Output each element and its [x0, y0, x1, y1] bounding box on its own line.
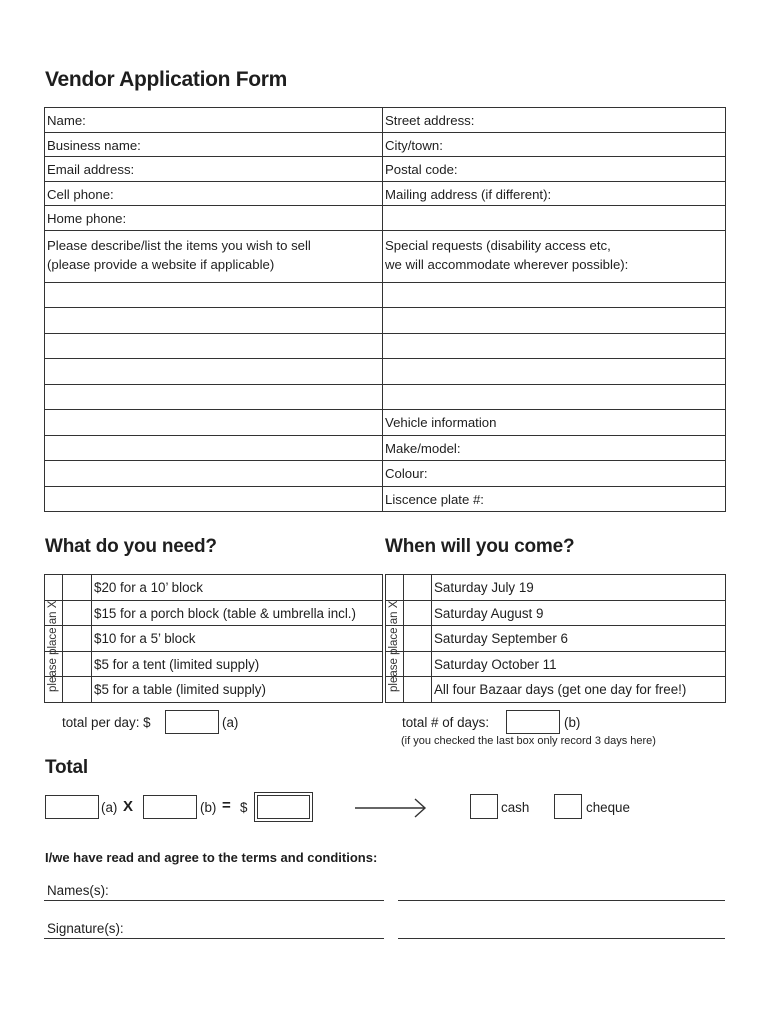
- need-option-row: [45, 677, 383, 703]
- items-line[interactable]: [45, 359, 383, 385]
- requests-line[interactable]: [383, 334, 726, 360]
- form-title: Vendor Application Form: [45, 68, 288, 91]
- grid-row: [45, 182, 726, 207]
- cash-checkbox[interactable]: [470, 794, 498, 819]
- grid-row: [45, 436, 726, 462]
- postal-code-field[interactable]: Postal code:: [383, 157, 726, 182]
- total-days-b-label: (b): [564, 715, 581, 730]
- cheque-label: cheque: [586, 800, 630, 815]
- total-days-input[interactable]: [506, 710, 560, 734]
- business-name-field[interactable]: Business name:: [45, 133, 383, 158]
- need-option-label: $10 for a 5’ block: [92, 626, 383, 652]
- total-days-note: (if you checked the last box only record 3 days here): [401, 735, 656, 747]
- grid-row: [45, 133, 726, 158]
- city-town-field[interactable]: City/town:: [383, 133, 726, 158]
- grid-row: [45, 231, 726, 283]
- need-option-label: $15 for a porch block (table & umbrella incl.): [92, 601, 383, 627]
- need-option-row: [45, 601, 383, 627]
- grid-row: [45, 385, 726, 411]
- come-place-x-label: please place an X: [388, 600, 400, 692]
- items-line[interactable]: [45, 385, 383, 411]
- grand-total-input[interactable]: [254, 792, 313, 822]
- need-option-row: [45, 652, 383, 678]
- colour-field[interactable]: Colour:: [383, 461, 726, 487]
- agreement-statement: I/we have read and agree to the terms and conditions:: [45, 850, 378, 865]
- total-per-day-input[interactable]: [165, 710, 219, 734]
- grid-row: [45, 334, 726, 360]
- items-line[interactable]: [45, 461, 383, 487]
- items-description-label: Please describe/list the items you wish to sell: [47, 237, 311, 253]
- requests-line[interactable]: [383, 283, 726, 309]
- come-option-row: [386, 652, 726, 678]
- come-option-label: Saturday October 11: [432, 652, 726, 678]
- cheque-checkbox[interactable]: [554, 794, 582, 819]
- what-do-you-need-heading: What do you need?: [45, 536, 217, 557]
- grid-row: [45, 461, 726, 487]
- vehicle-information-heading: Vehicle information: [383, 410, 726, 436]
- arrow-right-icon: [354, 797, 428, 819]
- come-checkbox[interactable]: [404, 652, 432, 678]
- requests-line[interactable]: [383, 359, 726, 385]
- come-option-label: Saturday September 6: [432, 626, 726, 652]
- name-field[interactable]: Name:: [45, 108, 383, 133]
- names-line-2[interactable]: [398, 900, 725, 901]
- vendor-info-grid: [44, 107, 726, 512]
- licence-plate-field[interactable]: Liscence plate #:: [383, 487, 726, 513]
- need-checkbox[interactable]: [63, 677, 92, 703]
- items-description-label-2: (please provide a website if applicable): [47, 256, 275, 272]
- home-phone-field[interactable]: Home phone:: [45, 206, 383, 231]
- names-label: Names(s):: [47, 883, 109, 898]
- come-option-row: [386, 677, 726, 703]
- come-checkbox[interactable]: [404, 601, 432, 627]
- requests-line[interactable]: [383, 385, 726, 411]
- items-line[interactable]: [45, 487, 383, 513]
- items-line[interactable]: [45, 283, 383, 309]
- total-per-day-label: total per day: $: [62, 715, 151, 730]
- need-options-table: [44, 574, 383, 703]
- grid-row: [45, 157, 726, 182]
- total-b-input[interactable]: [143, 795, 197, 819]
- come-option-label: Saturday August 9: [432, 601, 726, 627]
- need-checkbox[interactable]: [63, 652, 92, 678]
- need-checkbox[interactable]: [63, 601, 92, 627]
- come-option-row: [386, 575, 726, 601]
- grid-row: [45, 108, 726, 133]
- total-heading: Total: [45, 757, 88, 778]
- grid-row: [45, 283, 726, 309]
- cell-phone-field[interactable]: Cell phone:: [45, 182, 383, 207]
- signature-line-2[interactable]: [398, 938, 725, 939]
- grid-row: [45, 308, 726, 334]
- total-a-label: (a): [101, 800, 118, 815]
- total-days-label: total # of days:: [402, 715, 490, 730]
- need-checkbox[interactable]: [63, 575, 92, 601]
- come-option-label: All four Bazaar days (get one day for free!): [432, 677, 726, 703]
- come-checkbox[interactable]: [404, 626, 432, 652]
- total-per-day-a-label: (a): [222, 715, 239, 730]
- mailing-address-continued-field[interactable]: [383, 206, 726, 231]
- need-place-x-label: please place an X: [47, 600, 59, 692]
- make-model-field[interactable]: Make/model:: [383, 436, 726, 462]
- grid-row: [45, 410, 726, 436]
- special-requests-label-2: we will accommodate wherever possible):: [385, 256, 629, 272]
- come-checkbox[interactable]: [404, 575, 432, 601]
- multiply-sign: X: [123, 798, 134, 815]
- signature-line-1[interactable]: [44, 938, 384, 939]
- dollar-sign: $: [240, 800, 248, 815]
- come-checkbox[interactable]: [404, 677, 432, 703]
- items-line[interactable]: [45, 334, 383, 360]
- special-requests-label: Special requests (disability access etc,: [385, 237, 611, 253]
- total-b-label: (b): [200, 800, 217, 815]
- email-address-field[interactable]: Email address:: [45, 157, 383, 182]
- need-option-row: [45, 626, 383, 652]
- come-option-label: Saturday July 19: [432, 575, 726, 601]
- equals-sign: =: [222, 797, 231, 814]
- names-line-1[interactable]: [44, 900, 384, 901]
- street-address-field[interactable]: Street address:: [383, 108, 726, 133]
- when-will-you-come-heading: When will you come?: [385, 536, 575, 557]
- need-checkbox[interactable]: [63, 626, 92, 652]
- need-option-row: [45, 575, 383, 601]
- special-requests-field[interactable]: [383, 231, 726, 283]
- come-option-row: [386, 601, 726, 627]
- need-option-label: $5 for a tent (limited supply): [92, 652, 383, 678]
- come-option-row: [386, 626, 726, 652]
- signature-label: Signature(s):: [47, 921, 124, 936]
- need-option-label: $20 for a 10’ block: [92, 575, 383, 601]
- grid-row: [45, 206, 726, 231]
- items-line[interactable]: [45, 436, 383, 462]
- requests-line[interactable]: [383, 308, 726, 334]
- items-line[interactable]: [45, 308, 383, 334]
- grid-row: [45, 359, 726, 385]
- need-option-label: $5 for a table (limited supply): [92, 677, 383, 703]
- come-options-table: [385, 574, 726, 703]
- total-a-input[interactable]: [45, 795, 99, 819]
- items-line[interactable]: [45, 410, 383, 436]
- mailing-address-field[interactable]: Mailing address (if different):: [383, 182, 726, 207]
- items-description-field[interactable]: [45, 231, 383, 283]
- cash-label: cash: [501, 800, 530, 815]
- grid-row: [45, 487, 726, 513]
